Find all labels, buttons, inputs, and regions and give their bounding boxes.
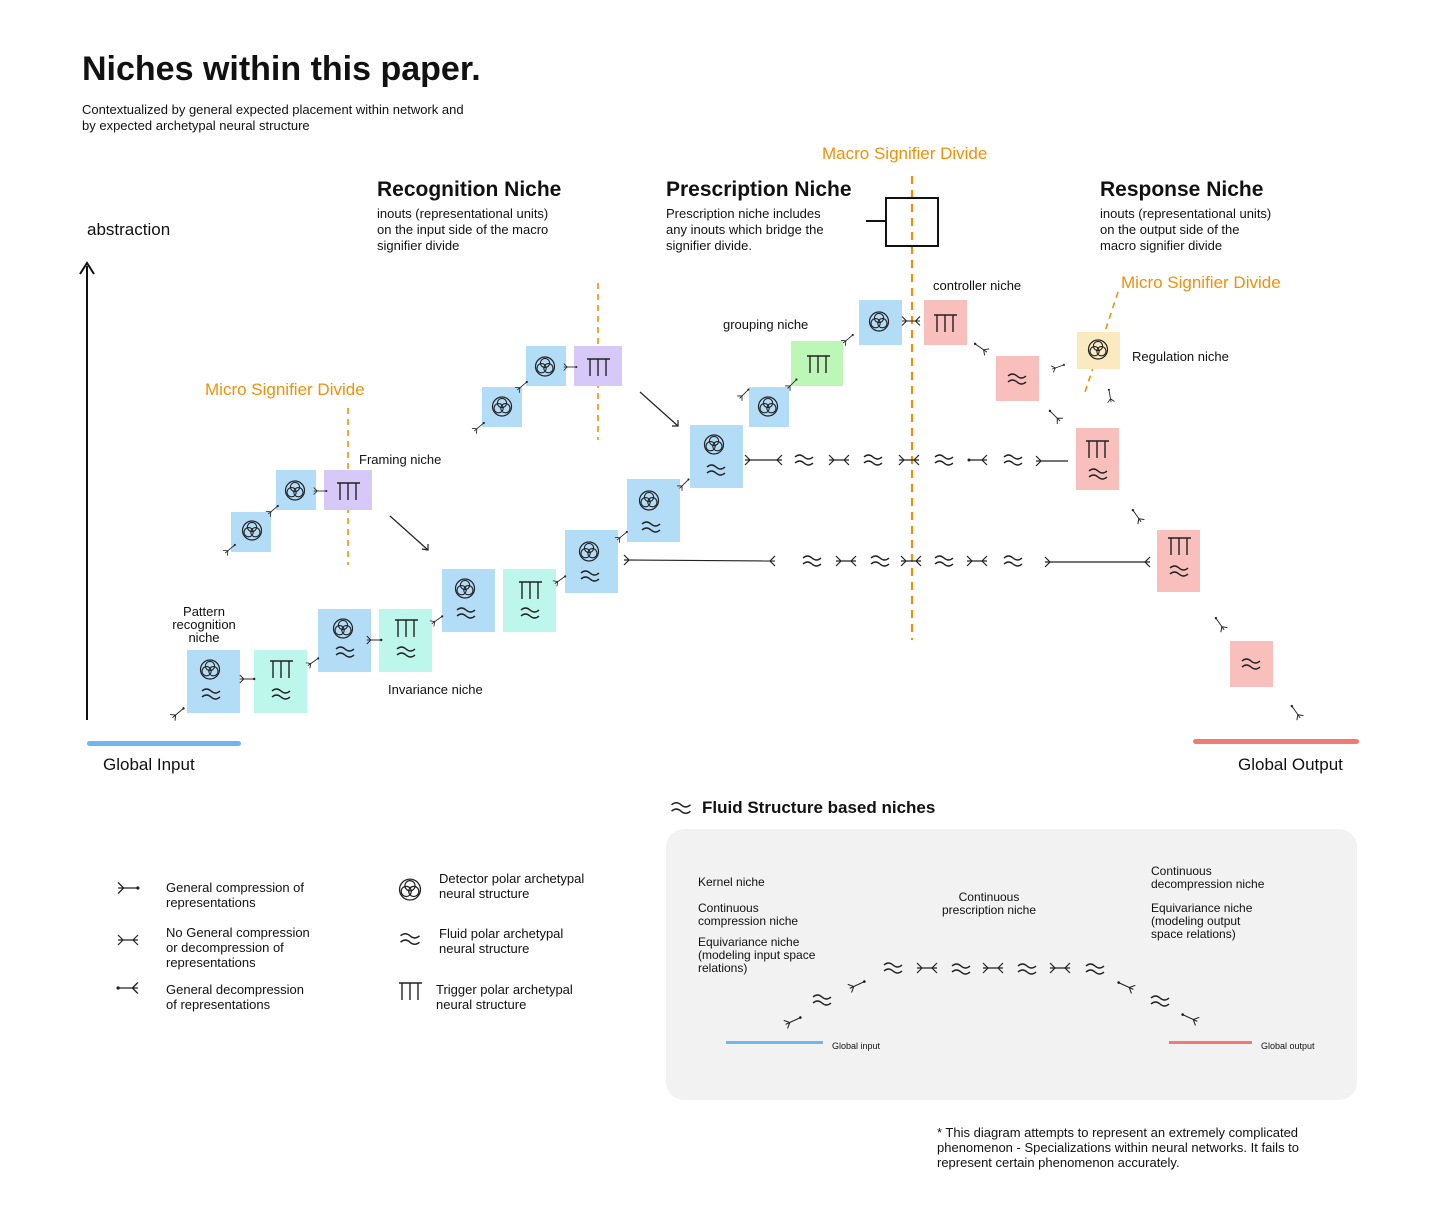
legend-trigger-icon xyxy=(399,983,422,1000)
framing-box-1 xyxy=(231,512,271,552)
response-niche-desc: inouts (representational units) on the output side of the macro signifier divide xyxy=(1100,206,1272,253)
continuous-decompression-label: Continuous decompression niche xyxy=(1151,864,1265,891)
abstraction-axis xyxy=(80,263,94,720)
grouping-box-1 xyxy=(749,387,789,427)
global-input-label: Global Input xyxy=(103,755,195,774)
response-box-1 xyxy=(996,356,1039,401)
legend-detector-text: Detector polar archetypal neural structure xyxy=(439,871,585,901)
fluid-heading-icon xyxy=(672,803,691,814)
lower-box-3 xyxy=(318,609,371,672)
response-box-2 xyxy=(1076,428,1119,490)
abstraction-label: abstraction xyxy=(87,220,171,239)
page-subtitle: Contextualized by general expected placement within network and by expected archetypal neural structure xyxy=(82,102,464,133)
invariance-box-1 xyxy=(254,650,307,713)
grouping-box-3 xyxy=(859,300,902,345)
legend-compression-text: General compression of representations xyxy=(166,880,305,910)
prescription-niche-title: Prescription Niche xyxy=(666,178,852,201)
lower-box-6 xyxy=(503,569,556,632)
panel-global-output-label: Global output xyxy=(1261,1041,1315,1051)
controller-niche-label: controller niche xyxy=(933,278,1022,293)
pattern-recognition-niche-label: Pattern recognition niche xyxy=(172,604,236,645)
bridge-row-lower xyxy=(624,555,1150,567)
micro-divide-label-right: Micro Signifier Divide xyxy=(1121,273,1281,292)
micro-divide-label-left: Micro Signifier Divide xyxy=(205,380,365,399)
grouping-niche-label: grouping niche xyxy=(723,317,809,332)
legend-nocompression-icon xyxy=(118,935,138,945)
invariance-box-2 xyxy=(379,609,432,672)
panel-input-bar xyxy=(726,1041,823,1044)
legend-decompression-text: General decompression of representations xyxy=(166,982,305,1012)
framing-box-2 xyxy=(276,470,316,510)
equivariance-input-label: Equivariance niche (modeling input space relations) xyxy=(698,935,816,975)
fluid-panel-heading: Fluid Structure based niches xyxy=(702,798,936,817)
legend-compression-icon xyxy=(118,883,139,894)
panel-global-input-label: Global input xyxy=(832,1041,881,1051)
invariance-niche-label: Invariance niche xyxy=(388,682,483,697)
lower-box-8 xyxy=(627,479,680,542)
recognition-box-3 xyxy=(574,346,622,386)
recognition-niche-title: Recognition Niche xyxy=(377,178,562,201)
legend-nocompression-text: No General compression or decompression of representations xyxy=(166,925,310,970)
legend-trigger-text: Trigger polar archetypal neural structure xyxy=(436,982,573,1012)
legend-decompression-icon xyxy=(116,983,137,994)
bridge-row-upper xyxy=(745,455,1068,466)
regulation-niche-label: Regulation niche xyxy=(1132,349,1229,364)
regulation-box xyxy=(1077,332,1120,369)
panel-output-bar xyxy=(1169,1041,1252,1044)
response-niche-title: Response Niche xyxy=(1100,178,1264,201)
fluid-panel-diagram xyxy=(726,963,1252,1044)
equivariance-output-label: Equivariance niche (modeling output space relations) xyxy=(1151,901,1253,941)
prescription-niche-desc: Prescription niche includes any inouts which bridge the signifier divide. xyxy=(666,206,824,253)
upper-path-connectors xyxy=(223,364,678,556)
macro-box-icon xyxy=(866,198,938,246)
legend-detector-icon xyxy=(400,879,421,900)
continuous-compression-label: Continuous compression niche xyxy=(698,901,799,928)
framing-niche-label: Framing niche xyxy=(359,452,442,467)
global-input-bar xyxy=(87,741,241,746)
recognition-niche-desc: inouts (representational units) on the input side of the macro signifier divide xyxy=(377,206,549,253)
lower-box-9 xyxy=(690,425,743,488)
global-output-label: Global Output xyxy=(1238,755,1343,774)
framing-box-3 xyxy=(324,470,372,510)
lower-box-7 xyxy=(565,530,618,593)
legend-fluid-icon xyxy=(401,934,420,945)
controller-box xyxy=(924,300,967,345)
pattern-recognition-box xyxy=(187,650,240,713)
global-output-bar xyxy=(1193,739,1359,744)
continuous-prescription-label: Continuous prescription niche xyxy=(941,890,1037,917)
legend-fluid-text: Fluid polar archetypal neural structure xyxy=(439,926,564,956)
response-box-4 xyxy=(1230,641,1273,687)
macro-divide-label: Macro Signifier Divide xyxy=(822,144,988,163)
page-title: Niches within this paper. xyxy=(82,50,481,88)
kernel-niche-label: Kernel niche xyxy=(698,875,765,889)
footnote: * This diagram attempts to represent an extremely complicated phenomenon - Specializations within neural networks. It fails to represent certain phenomenon accurately. xyxy=(937,1125,1300,1170)
recognition-box-1 xyxy=(482,387,522,427)
lower-box-5 xyxy=(442,569,495,632)
recognition-box-2 xyxy=(526,346,566,386)
grouping-box-2 xyxy=(791,341,843,386)
response-box-3 xyxy=(1157,530,1200,592)
